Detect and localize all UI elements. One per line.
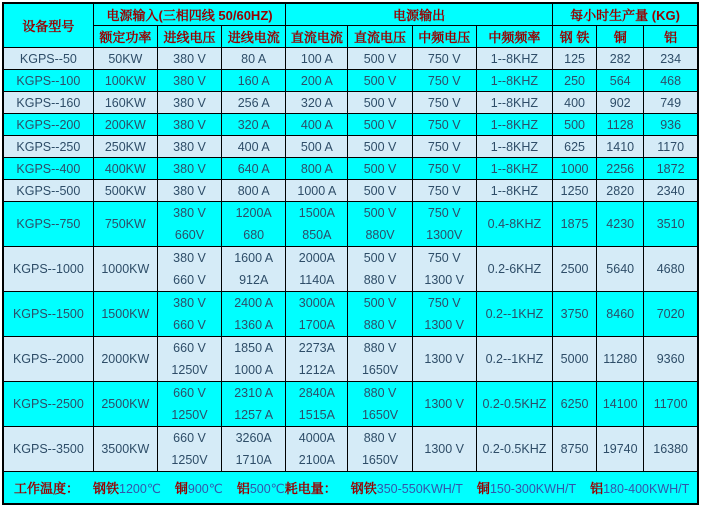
cell-mf-voltage-line: 1300 V [424, 273, 465, 287]
table-row-kgps--50 [3, 48, 698, 70]
kgps-spec-table [2, 2, 699, 505]
cell-input-current-line: 680 [243, 228, 265, 242]
cell-dc-current-line: 850A [302, 228, 332, 242]
subheader-input-current: 进线电流 [222, 26, 286, 48]
energy-consumption-metal: 钢铁 [350, 480, 377, 496]
cell-steel-output: 3750 [553, 292, 597, 337]
cell-aluminum-output: 9360 [644, 337, 698, 382]
working-temperature-value: 1200℃ [119, 481, 161, 496]
subheader-steel: 钢 铁 [553, 26, 597, 48]
cell-dc-voltage-line: 880 V [363, 273, 397, 287]
cell-mf-frequency: 1--8KHZ [476, 70, 552, 92]
cell-rated-power: 200KW [93, 114, 157, 136]
cell-input-voltage: 380 V [157, 92, 221, 114]
cell-mf-voltage-line: 1300 V [424, 318, 465, 332]
cell-model: KGPS--1000 [3, 247, 93, 292]
cell-dc-current-line: 3000A [298, 296, 335, 310]
cell-copper-output: 14100 [597, 382, 644, 427]
cell-mf-frequency: 1--8KHZ [476, 136, 552, 158]
cell-input-current-line: 1850 A [234, 341, 274, 355]
cell-dc-voltage: 500 V [348, 114, 412, 136]
cell-model: KGPS--400 [3, 158, 93, 180]
cell-copper-output: 19740 [597, 427, 644, 472]
cell-input-voltage-line: 1250V [171, 453, 208, 467]
cell-input-current: 256 A [222, 92, 286, 114]
cell-steel-output: 8750 [553, 427, 597, 472]
table-row-kgps--100 [3, 70, 698, 92]
cell-input-current-line: 912A [239, 273, 269, 287]
cell-copper-output: 564 [597, 70, 644, 92]
subheader-aluminum: 铝 [644, 26, 698, 48]
cell-input-voltage [157, 292, 221, 337]
subheader-dc-voltage: 直流电压 [348, 26, 412, 48]
cell-dc-current [286, 427, 348, 472]
cell-dc-voltage-line: 500 V [363, 206, 397, 220]
cell-input-voltage: 380 V [157, 70, 221, 92]
table-row-kgps--400 [3, 158, 698, 180]
cell-mf-frequency: 0.2-0.5KHZ [476, 427, 552, 472]
cell-mf-voltage-line: 750 V [427, 206, 461, 220]
cell-input-current [222, 202, 286, 247]
energy-consumption-value: 150-300KWH/T [489, 481, 577, 496]
cell-input-current: 640 A [222, 158, 286, 180]
cell-input-current-line: 1600 A [234, 251, 274, 265]
cell-dc-voltage-line: 1650V [361, 363, 399, 377]
cell-dc-voltage [348, 337, 412, 382]
cell-copper-output: 282 [597, 48, 644, 70]
cell-input-voltage [157, 382, 221, 427]
cell-rated-power: 1000KW [93, 247, 157, 292]
cell-input-voltage: 380 V [157, 158, 221, 180]
cell-aluminum-output: 936 [644, 114, 698, 136]
cell-input-current-line: 1360 A [234, 318, 274, 332]
working-temperature-metal: 铜 [174, 480, 188, 496]
working-temperature-value: 500℃ [249, 481, 285, 496]
subheader-rated-power: 额定功率 [93, 26, 157, 48]
working-temperature-segment [14, 478, 285, 498]
subheader-copper: 铜 [597, 26, 644, 48]
cell-dc-current [286, 337, 348, 382]
cell-input-current-line: 1257 A [234, 408, 274, 422]
cell-dc-voltage: 500 V [348, 48, 412, 70]
cell-input-current [222, 382, 286, 427]
cell-dc-current: 800 A [286, 158, 348, 180]
cell-mf-voltage-line: 750 V [427, 251, 461, 265]
cell-dc-current-line: 2840A [298, 386, 335, 400]
cell-aluminum-output: 16380 [644, 427, 698, 472]
cell-input-voltage: 380 V [157, 136, 221, 158]
cell-dc-current [286, 382, 348, 427]
cell-dc-voltage-line: 1650V [361, 453, 399, 467]
cell-aluminum-output: 749 [644, 92, 698, 114]
footer-row [3, 472, 698, 505]
cell-model: KGPS--1500 [3, 292, 93, 337]
cell-dc-current [286, 247, 348, 292]
cell-model: KGPS--750 [3, 202, 93, 247]
cell-copper-output: 11280 [597, 337, 644, 382]
cell-copper-output: 2256 [597, 158, 644, 180]
cell-steel-output: 500 [553, 114, 597, 136]
cell-steel-output: 1000 [553, 158, 597, 180]
cell-input-voltage [157, 202, 221, 247]
cell-model: KGPS--2000 [3, 337, 93, 382]
cell-input-current: 80 A [222, 48, 286, 70]
cell-dc-current-line: 2273A [298, 341, 335, 355]
cell-input-current: 800 A [222, 180, 286, 202]
cell-aluminum-output: 3510 [644, 202, 698, 247]
table-row-kgps--160 [3, 92, 698, 114]
table-header [3, 3, 698, 48]
cell-mf-voltage: 750 V [412, 48, 476, 70]
cell-dc-current-line: 4000A [298, 431, 335, 445]
cell-mf-voltage: 1300 V [412, 427, 476, 472]
cell-input-voltage-line: 1250V [171, 408, 208, 422]
cell-steel-output: 625 [553, 136, 597, 158]
cell-mf-voltage [412, 202, 476, 247]
footer-content [4, 478, 697, 498]
subheader-input-voltage: 进线电压 [157, 26, 221, 48]
cell-mf-frequency: 1--8KHZ [476, 48, 552, 70]
cell-input-voltage [157, 247, 221, 292]
cell-dc-voltage [348, 202, 412, 247]
footer-cell [3, 472, 698, 505]
cell-input-voltage-line: 380 V [173, 206, 206, 220]
cell-dc-current-line: 1212A [298, 363, 335, 377]
cell-mf-voltage: 750 V [412, 70, 476, 92]
cell-dc-voltage [348, 247, 412, 292]
cell-rated-power: 2000KW [93, 337, 157, 382]
cell-copper-output: 4230 [597, 202, 644, 247]
cell-mf-voltage: 750 V [412, 158, 476, 180]
group-header-row [3, 3, 698, 26]
cell-rated-power: 400KW [93, 158, 157, 180]
cell-input-voltage: 380 V [157, 114, 221, 136]
cell-dc-current [286, 202, 348, 247]
cell-input-voltage-line: 380 V [173, 296, 206, 310]
table-footer [3, 472, 698, 505]
header-power-output-group: 电源输出 [286, 3, 553, 26]
cell-model: KGPS--250 [3, 136, 93, 158]
cell-mf-voltage-line: 750 V [427, 296, 461, 310]
cell-dc-voltage [348, 292, 412, 337]
cell-mf-frequency: 0.2--1KHZ [476, 337, 552, 382]
cell-steel-output: 250 [553, 70, 597, 92]
cell-dc-current: 320 A [286, 92, 348, 114]
table-row-kgps--750 [3, 202, 698, 247]
cell-dc-current-line: 1500A [298, 206, 335, 220]
cell-dc-voltage-line: 880 V [363, 341, 397, 355]
cell-rated-power: 750KW [93, 202, 157, 247]
cell-aluminum-output: 468 [644, 70, 698, 92]
cell-copper-output: 5640 [597, 247, 644, 292]
working-temperature-metal: 铝 [236, 480, 250, 496]
cell-model: KGPS--2500 [3, 382, 93, 427]
cell-dc-voltage-line: 1650V [361, 408, 399, 422]
cell-mf-voltage: 750 V [412, 180, 476, 202]
cell-input-current: 400 A [222, 136, 286, 158]
cell-input-voltage-line: 660 V [173, 273, 206, 287]
cell-mf-voltage [412, 247, 476, 292]
cell-input-current [222, 247, 286, 292]
table-row-kgps--3500 [3, 427, 698, 472]
cell-input-current: 320 A [222, 114, 286, 136]
cell-input-current-line: 1000 A [234, 363, 274, 377]
cell-model: KGPS--3500 [3, 427, 93, 472]
cell-rated-power: 250KW [93, 136, 157, 158]
cell-steel-output: 125 [553, 48, 597, 70]
cell-rated-power: 100KW [93, 70, 157, 92]
cell-mf-frequency: 1--8KHZ [476, 114, 552, 136]
cell-input-current-line: 3260A [235, 431, 272, 445]
subheader-mf-frequency: 中频频率 [476, 26, 552, 48]
cell-aluminum-output: 2340 [644, 180, 698, 202]
working-temperature-metal: 钢铁 [93, 480, 120, 496]
cell-dc-voltage-line: 880V [365, 228, 395, 242]
cell-mf-voltage-line: 1300V [426, 228, 463, 242]
cell-input-voltage [157, 337, 221, 382]
cell-dc-current-line: 2100A [298, 453, 335, 467]
header-production-group: 每小时生产量 (KG) [553, 3, 698, 26]
cell-mf-voltage: 750 V [412, 92, 476, 114]
cell-dc-current-line: 1700A [298, 318, 335, 332]
cell-steel-output: 1250 [553, 180, 597, 202]
cell-dc-current [286, 292, 348, 337]
table-body [3, 48, 698, 472]
cell-input-voltage-line: 380 V [173, 251, 206, 265]
cell-input-current [222, 337, 286, 382]
table-row-kgps--2000 [3, 337, 698, 382]
cell-input-current-line: 2400 A [234, 296, 274, 310]
cell-input-voltage-line: 660 V [173, 341, 206, 355]
cell-mf-frequency: 1--8KHZ [476, 158, 552, 180]
cell-input-voltage-line: 660 V [173, 318, 206, 332]
cell-input-voltage-line: 660 V [173, 431, 206, 445]
cell-input-current-line: 1710A [235, 453, 272, 467]
header-device-model: 设备型号 [3, 3, 93, 48]
cell-input-current: 160 A [222, 70, 286, 92]
cell-dc-voltage-line: 880 V [363, 386, 397, 400]
cell-rated-power: 1500KW [93, 292, 157, 337]
cell-steel-output: 5000 [553, 337, 597, 382]
header-power-input-group: 电源输入(三相四线 50/60HZ) [93, 3, 286, 26]
cell-aluminum-output: 7020 [644, 292, 698, 337]
cell-dc-current: 1000 A [286, 180, 348, 202]
cell-copper-output: 902 [597, 92, 644, 114]
cell-dc-voltage-line: 880 V [363, 431, 397, 445]
cell-aluminum-output: 1170 [644, 136, 698, 158]
table-row-kgps--500 [3, 180, 698, 202]
cell-aluminum-output: 11700 [644, 382, 698, 427]
cell-mf-frequency: 1--8KHZ [476, 180, 552, 202]
cell-input-voltage [157, 427, 221, 472]
cell-steel-output: 2500 [553, 247, 597, 292]
cell-aluminum-output: 1872 [644, 158, 698, 180]
cell-mf-frequency: 0.2-6KHZ [476, 247, 552, 292]
cell-input-current [222, 427, 286, 472]
cell-dc-voltage-line: 500 V [363, 296, 397, 310]
working-temperature-label: 工作温度： [14, 480, 80, 496]
energy-consumption-label: 耗电量： [284, 480, 337, 496]
cell-input-voltage-line: 660V [174, 228, 205, 242]
cell-input-voltage: 380 V [157, 180, 221, 202]
cell-dc-voltage-line: 880 V [363, 318, 397, 332]
table-row-kgps--1000 [3, 247, 698, 292]
cell-copper-output: 8460 [597, 292, 644, 337]
energy-consumption-value: 350-550KWH/T [376, 481, 463, 496]
cell-dc-current: 500 A [286, 136, 348, 158]
cell-copper-output: 1410 [597, 136, 644, 158]
cell-input-current-line: 1200A [235, 206, 272, 220]
cell-steel-output: 1875 [553, 202, 597, 247]
cell-copper-output: 1128 [597, 114, 644, 136]
cell-mf-frequency: 0.4-8KHZ [476, 202, 552, 247]
cell-copper-output: 2820 [597, 180, 644, 202]
cell-input-voltage-line: 1250V [171, 363, 208, 377]
cell-rated-power: 500KW [93, 180, 157, 202]
subheader-dc-current: 直流电流 [286, 26, 348, 48]
cell-dc-voltage: 500 V [348, 70, 412, 92]
sub-header-row [3, 26, 698, 48]
cell-dc-voltage: 500 V [348, 158, 412, 180]
subheader-mf-voltage: 中频电压 [412, 26, 476, 48]
table-row-kgps--200 [3, 114, 698, 136]
energy-consumption-metal: 铜 [476, 480, 490, 496]
cell-mf-voltage: 750 V [412, 136, 476, 158]
cell-dc-voltage: 500 V [348, 180, 412, 202]
table-row-kgps--2500 [3, 382, 698, 427]
cell-model: KGPS--100 [3, 70, 93, 92]
cell-aluminum-output: 4680 [644, 247, 698, 292]
cell-dc-current: 200 A [286, 70, 348, 92]
cell-mf-frequency: 0.2--1KHZ [476, 292, 552, 337]
cell-steel-output: 6250 [553, 382, 597, 427]
cell-mf-voltage [412, 292, 476, 337]
cell-rated-power: 3500KW [93, 427, 157, 472]
cell-rated-power: 160KW [93, 92, 157, 114]
cell-dc-current-line: 2000A [298, 251, 335, 265]
cell-dc-voltage [348, 427, 412, 472]
cell-mf-voltage: 750 V [412, 114, 476, 136]
energy-consumption-segment [285, 478, 690, 498]
cell-mf-voltage: 1300 V [412, 382, 476, 427]
cell-dc-current: 400 A [286, 114, 348, 136]
cell-model: KGPS--160 [3, 92, 93, 114]
cell-mf-voltage: 1300 V [412, 337, 476, 382]
cell-model: KGPS--200 [3, 114, 93, 136]
cell-input-current-line: 2310 A [234, 386, 274, 400]
cell-input-current [222, 292, 286, 337]
energy-consumption-value: 180-400KWH/T [603, 481, 690, 496]
cell-input-voltage-line: 660 V [173, 386, 206, 400]
cell-rated-power: 2500KW [93, 382, 157, 427]
working-temperature-value: 900℃ [187, 481, 223, 496]
cell-model: KGPS--500 [3, 180, 93, 202]
cell-dc-voltage: 500 V [348, 136, 412, 158]
cell-steel-output: 400 [553, 92, 597, 114]
cell-dc-current-line: 1140A [299, 273, 335, 287]
energy-consumption-metal: 铝 [590, 480, 604, 496]
cell-input-voltage: 380 V [157, 48, 221, 70]
cell-rated-power: 50KW [93, 48, 157, 70]
cell-dc-current: 100 A [286, 48, 348, 70]
cell-dc-voltage: 500 V [348, 92, 412, 114]
cell-dc-current-line: 1515A [298, 408, 335, 422]
cell-dc-voltage [348, 382, 412, 427]
table-row-kgps--250 [3, 136, 698, 158]
cell-mf-frequency: 1--8KHZ [476, 92, 552, 114]
cell-model: KGPS--50 [3, 48, 93, 70]
cell-mf-frequency: 0.2-0.5KHZ [476, 382, 552, 427]
cell-aluminum-output: 234 [644, 48, 698, 70]
table-row-kgps--1500 [3, 292, 698, 337]
cell-dc-voltage-line: 500 V [363, 251, 397, 265]
